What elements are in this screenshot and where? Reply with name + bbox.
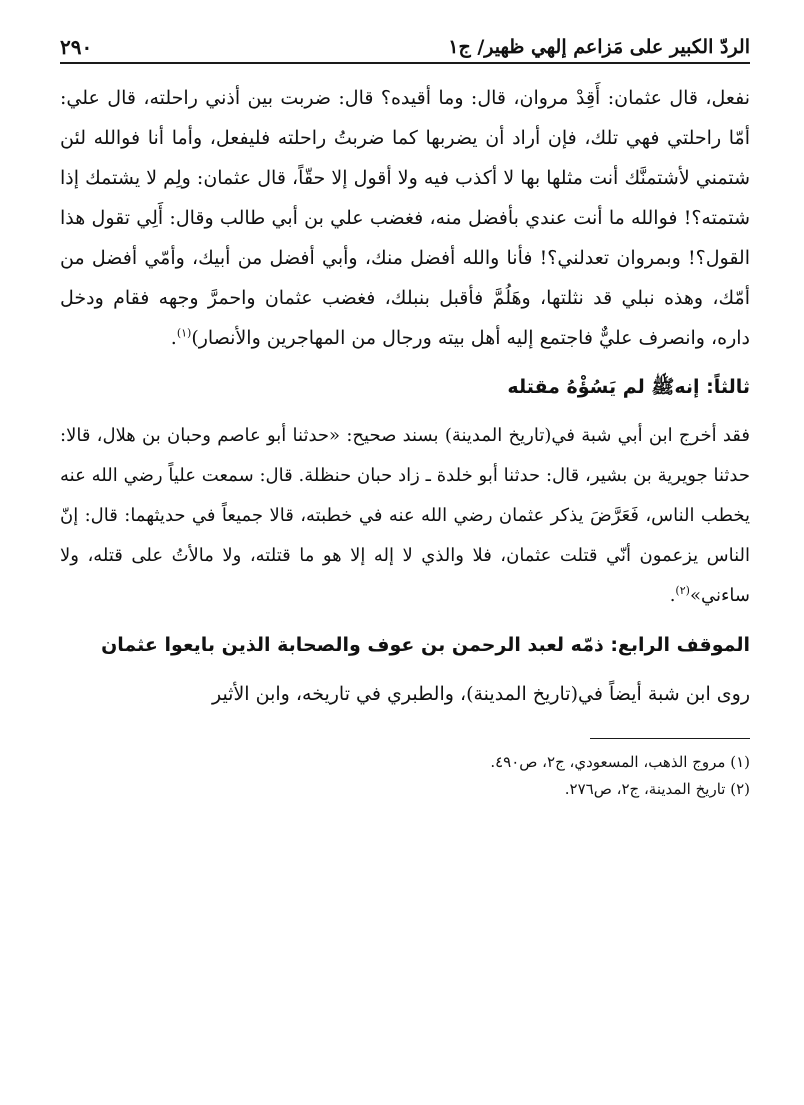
footnote-1: (١) مروج الذهب، المسعودي، ج٢، ص٤٩٠.: [490, 753, 750, 771]
page-header: [60, 20, 750, 64]
page-number: ٢٩٠: [60, 35, 93, 59]
paragraph-opening: روى ابن شبة أيضاً في(تاريخ المدينة)، والطبري في تاريخه، وابن الأثير: [211, 683, 750, 705]
footnote-2: (٢) تاريخ المدينة، ج٢، ص٢٧٦.: [564, 780, 750, 798]
paragraph-hadith-text: فقد أخرج ابن أبي شبة في(تاريخ المدينة) بسند صحيح: «حدثنا أبو عاصم وحبان بن هلال، قالا: حدثنا جويرية بن بشير، قال: حدثنا أبو خلدة ـ زاد حبان حنظلة. قال: سمعت علياً رضي الله عنه يخطب الناس، فَعَرَّضَ يذكر عثمان رضي الله عنه في خطبته، قالا جميعاً في حديثهما: قال: إنّ الناس يزعمون أنّي قتلت عثمان، فلا والذي لا إله إلا هو ما قتلته، ولا مالأتُ على قتله، ولا ساءني»: [60, 425, 750, 606]
section-heading-third: ثالثاً: إنهﷺ لم يَسُؤْهُ مقتله: [507, 376, 750, 398]
paragraph-narration-text: نفعل، قال عثمان: أَقِدْ مروان، قال: وما أقيده؟ قال: ضربت بين أذني راحلته، قال علي: أمّا راحلتي فهي تلك، فإن أراد أن يضربها كما ضربتُ راحلته فليفعل، وأما أنا فوالله لئن شتمني لأشتمنَّك أنت مثلها بها لا أكذب فيه ولا أقول إلا حقّاً، قال عثمان: ولِم لا يشتمك إذا شتمته؟! فوالله ما أنت عندي بأفضل منه، فغضب علي بن أبي طالب وقال: أَلِي تقول هذا القول؟! وبمروان تعدلني؟! فأنا والله أفضل منك، وأبي أفضل من أبيك، وأمّي أفضل من أمّك، وهذه نبلي قد نثلتها، وهَلُمَّ فأقبل بنبلك، فغضب عثمان واحمرَّ وجهه فقام ودخل داره، وانصرف عليٌّ فاجتمع إليه أهل بيته ورجال من المهاجرين والأنصار): [60, 87, 750, 349]
paragraph-narration: [60, 78, 750, 358]
footnotes: [60, 749, 750, 803]
book-page: [60, 20, 750, 1080]
section-heading-fourth: الموقف الرابع: ذمّه لعبد الرحمن بن عوف والصحابة الذين بايعوا عثمان: [101, 634, 750, 656]
paragraph-hadith-end: .: [669, 585, 676, 606]
footnote-divider: [590, 738, 750, 739]
footnote-ref-2: (٢): [675, 584, 690, 597]
running-title: الردّ الكبير على مَزاعم إلهي ظهير/ ج١: [448, 36, 750, 58]
paragraph-hadith: [60, 416, 750, 616]
footnote-ref-1: (١): [176, 326, 192, 340]
paragraph-narration-end: .: [170, 327, 177, 349]
